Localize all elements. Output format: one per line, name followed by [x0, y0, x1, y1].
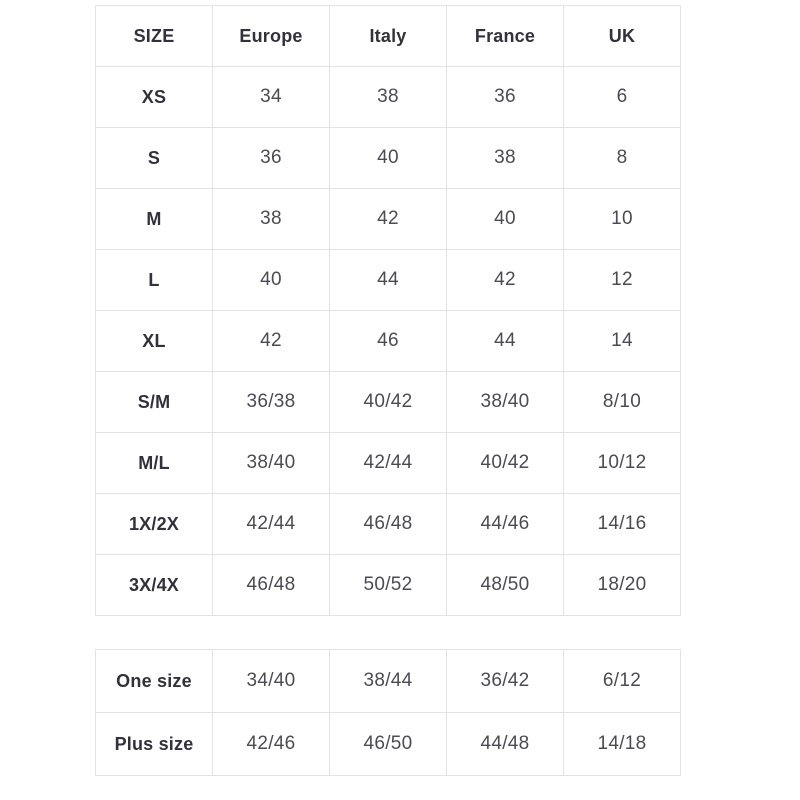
value-cell: 14	[564, 311, 681, 372]
value-cell: 36/42	[447, 650, 564, 713]
column-header-italy: Italy	[330, 6, 447, 67]
value-cell: 40/42	[447, 433, 564, 494]
value-cell: 12	[564, 250, 681, 311]
table-row	[96, 372, 681, 433]
value-cell: 18/20	[564, 555, 681, 616]
table-row	[96, 494, 681, 555]
table-header-row	[96, 6, 681, 67]
value-cell: 42	[447, 250, 564, 311]
table-row	[96, 713, 681, 776]
value-cell: 46	[330, 311, 447, 372]
value-cell: 36/38	[213, 372, 330, 433]
table-row	[96, 189, 681, 250]
value-cell: 42	[213, 311, 330, 372]
size-conversion-table	[95, 5, 681, 616]
value-cell: 40	[213, 250, 330, 311]
value-cell: 14/18	[564, 713, 681, 776]
size-label-cell: 3X/4X	[96, 555, 213, 616]
value-cell: 40/42	[330, 372, 447, 433]
table-row	[96, 311, 681, 372]
size-label-cell: Plus size	[96, 713, 213, 776]
table-row	[96, 650, 681, 713]
column-header-france: France	[447, 6, 564, 67]
value-cell: 38	[213, 189, 330, 250]
value-cell: 40	[330, 128, 447, 189]
value-cell: 6/12	[564, 650, 681, 713]
value-cell: 44/46	[447, 494, 564, 555]
table-row	[96, 67, 681, 128]
special-sizes-table	[95, 649, 681, 776]
table-row	[96, 128, 681, 189]
size-label-cell: S/M	[96, 372, 213, 433]
value-cell: 46/50	[330, 713, 447, 776]
value-cell: 8/10	[564, 372, 681, 433]
value-cell: 34	[213, 67, 330, 128]
size-label-cell: L	[96, 250, 213, 311]
value-cell: 38/44	[330, 650, 447, 713]
value-cell: 38/40	[447, 372, 564, 433]
value-cell: 46/48	[213, 555, 330, 616]
value-cell: 10/12	[564, 433, 681, 494]
value-cell: 42/44	[330, 433, 447, 494]
value-cell: 36	[213, 128, 330, 189]
size-label-cell: One size	[96, 650, 213, 713]
value-cell: 14/16	[564, 494, 681, 555]
value-cell: 42/44	[213, 494, 330, 555]
size-label-cell: S	[96, 128, 213, 189]
value-cell: 38	[447, 128, 564, 189]
column-header-europe: Europe	[213, 6, 330, 67]
value-cell: 8	[564, 128, 681, 189]
size-label-cell: XL	[96, 311, 213, 372]
value-cell: 34/40	[213, 650, 330, 713]
value-cell: 44/48	[447, 713, 564, 776]
value-cell: 38/40	[213, 433, 330, 494]
size-label-cell: M	[96, 189, 213, 250]
value-cell: 40	[447, 189, 564, 250]
size-label-cell: M/L	[96, 433, 213, 494]
table-row	[96, 555, 681, 616]
table-row	[96, 433, 681, 494]
value-cell: 44	[330, 250, 447, 311]
value-cell: 48/50	[447, 555, 564, 616]
value-cell: 42/46	[213, 713, 330, 776]
size-label-cell: XS	[96, 67, 213, 128]
size-guide-tables	[95, 5, 681, 776]
value-cell: 36	[447, 67, 564, 128]
value-cell: 42	[330, 189, 447, 250]
value-cell: 38	[330, 67, 447, 128]
column-header-size: SIZE	[96, 6, 213, 67]
value-cell: 6	[564, 67, 681, 128]
value-cell: 46/48	[330, 494, 447, 555]
value-cell: 44	[447, 311, 564, 372]
size-label-cell: 1X/2X	[96, 494, 213, 555]
value-cell: 10	[564, 189, 681, 250]
value-cell: 50/52	[330, 555, 447, 616]
table-row	[96, 250, 681, 311]
column-header-uk: UK	[564, 6, 681, 67]
